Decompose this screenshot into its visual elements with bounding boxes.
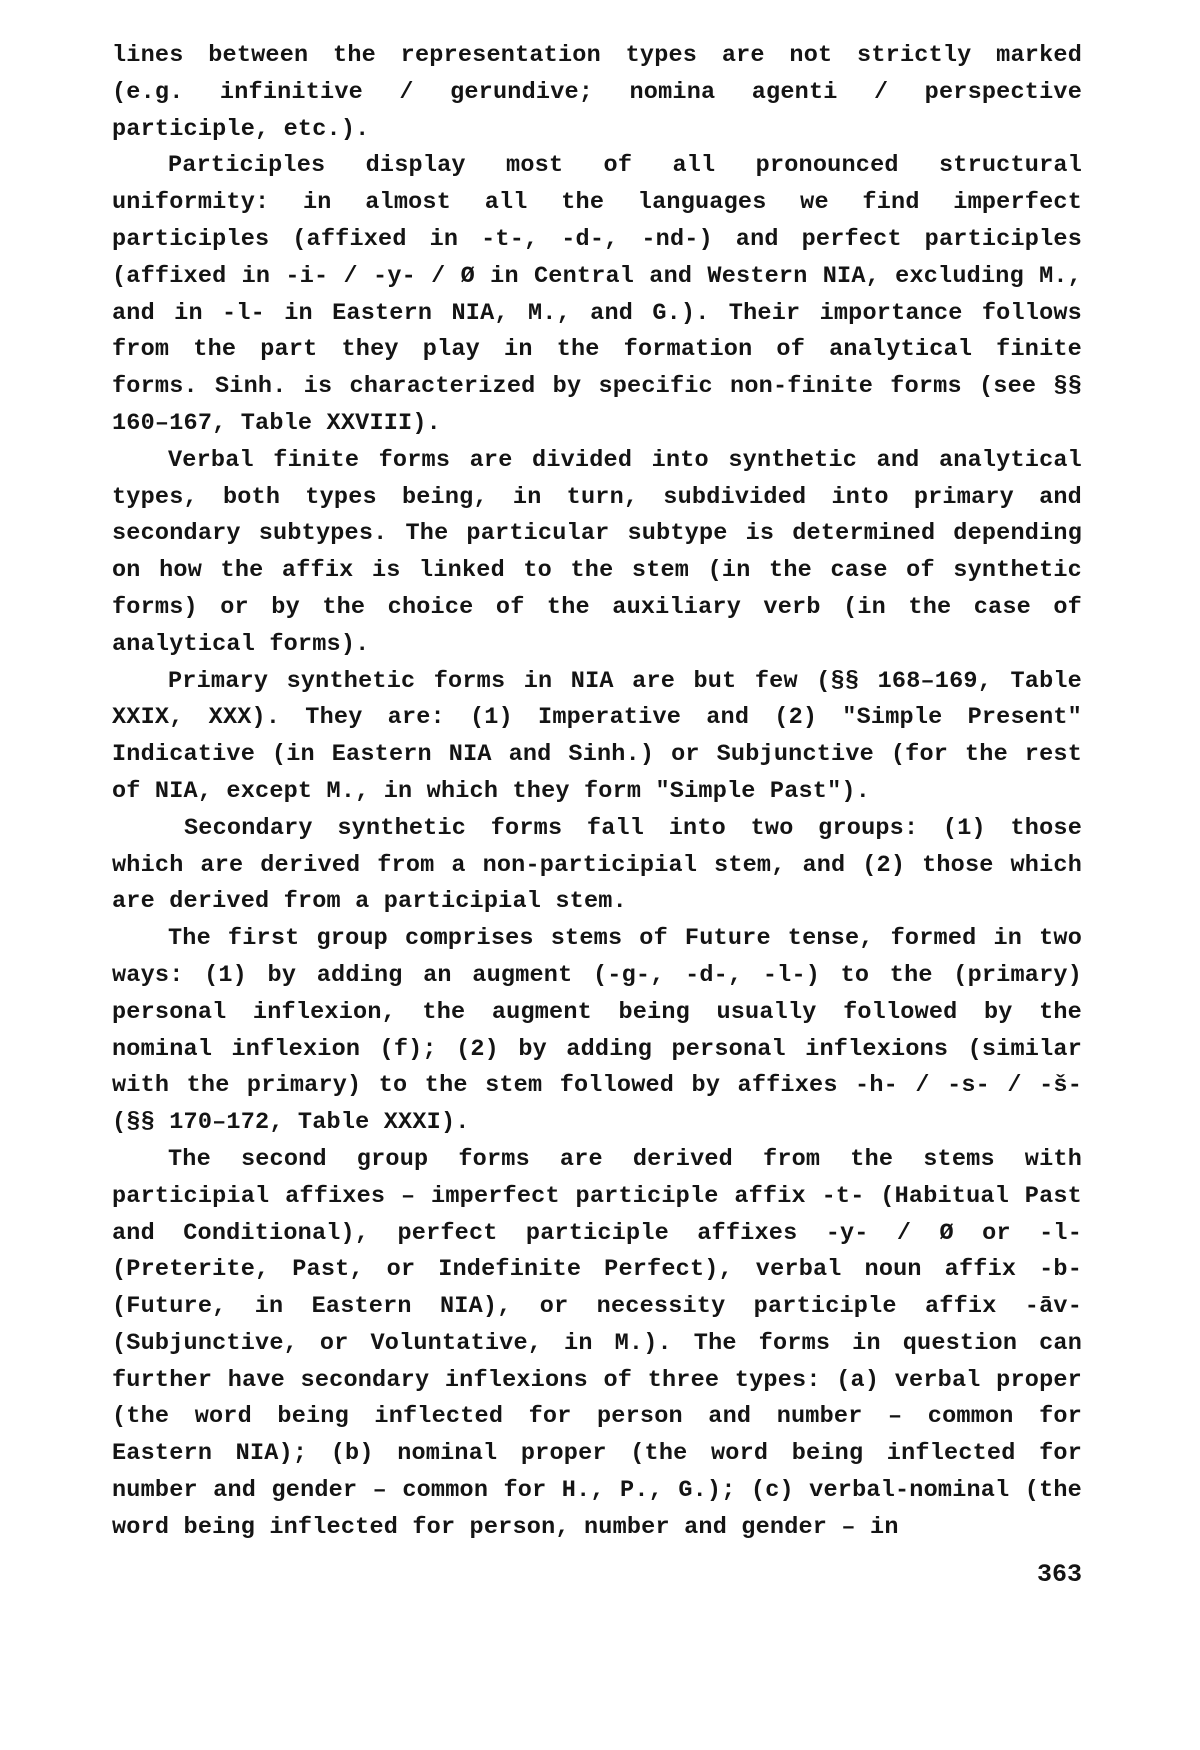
- paragraph-primary-synthetic: Primary synthetic forms in NIA are but few (§§ 168–169, Table XXIX, XXX). They are: (1) Imperative and (2) "Simple Present" Indicative (in Eastern NIA and Sinh.) or Subjunctive (for the rest of NIA, except M., in which they form "Simple Past").: [112, 667, 1082, 805]
- paragraph-participles: Participles display most of all pronounced structural uniformity: in almost all the languages we find imperfect participles (affixed in -t-, -d-, -nd-) and perfect participles (affixed in -i- / -y- / Ø in Central and Western NIA, excluding M., and in -l- in Eastern NIA, M., and G.). Their importance follows from the part they play in the formation of analytical finite forms. Sinh. is characterized by specific non-finite forms (see §§ 160–167, Table XXVIII).: [112, 152, 1082, 437]
- paragraph-1-continuation: lines between the representation types are not strictly marked (e.g. infinitive / gerundive; nomina agenti / perspective participle, etc.).: [112, 42, 1082, 143]
- paragraph-verbal-finite-forms: Verbal finite forms are divided into synthetic and analytical types, both types being, in turn, subdivided into primary and secondary subtypes. The particular subtype is determined depending on how the affix is linked to the stem (in the case of synthetic forms) or by the choice of the auxiliary verb (in the case of analytical forms).: [112, 446, 1082, 658]
- paragraph-first-group: The first group comprises stems of Future tense, formed in two ways: (1) by adding an augment (-g-, -d-, -l-) to the (primary) personal inflexion, the augment being usually followed by the nominal inflexion (f); (2) by adding personal inflexions (similar with the primary) to the stem followed by affixes -h- / -s- / -š- (§§ 170–172, Table XXXI).: [112, 925, 1082, 1137]
- page-body: [112, 38, 1082, 1547]
- paragraph-second-group: The second group forms are derived from the stems with participial affixes – imperfect participle affix -t- (Habitual Past and Conditional), perfect participle affixes -y- / Ø or -l- (Preterite, Past, or Indefinite Perfect), verbal noun affix -b- (Future, in Eastern NIA), or necessity participle affix -āv- (Subjunctive, or Voluntative, in M.). The forms in question can further have secondary inflexions of three types: (a) verbal proper (the word being inflected for person and number – common for Eastern NIA); (b) nominal proper (the word being inflected for number and gender – common for H., P., G.); (c) verbal-nominal (the word being inflected for person, number and gender – in: [112, 1145, 1082, 1541]
- page-number: 363: [1036, 1560, 1082, 1589]
- paragraph-secondary-synthetic: Secondary synthetic forms fall into two groups: (1) those which are derived from a non-participial stem, and (2) those which are derived from a participial stem.: [112, 814, 1082, 916]
